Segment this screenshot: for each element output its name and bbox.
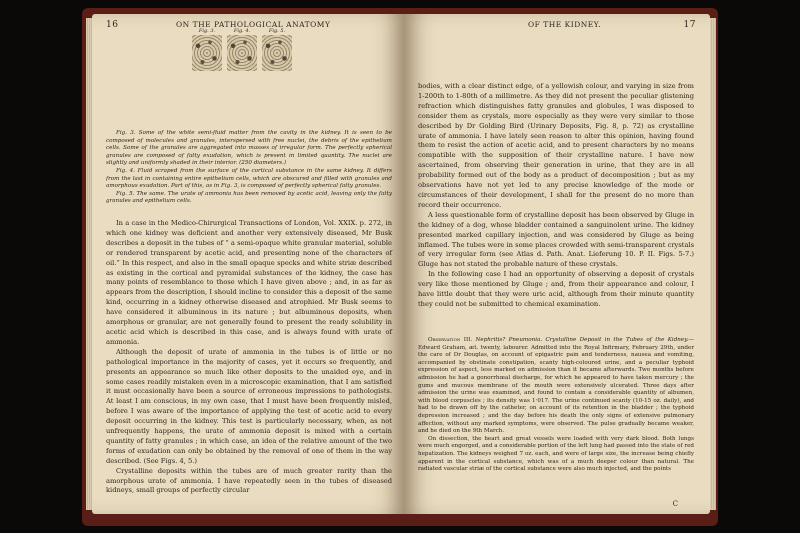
right-page xyxy=(404,14,710,514)
case-observation xyxy=(418,337,694,436)
caption-fig-4: Fig. 4. Fluid scraped from the surface of the cortical substance in the same kidney. It differs from the last in containing entire epithelium cells, which are obscured and filled with granules and amorphous exudation. Part of this, as in Fig. 3, is composed of perfectly spherical fatty granules. xyxy=(106,167,392,190)
figure-4 xyxy=(227,28,257,71)
figure-4-illustration xyxy=(227,35,257,71)
case-report xyxy=(418,337,694,505)
figure-3-label: Fig. 3. xyxy=(198,28,216,34)
right-running-head-text: OF THE KIDNEY. xyxy=(528,20,602,29)
figure-5-illustration xyxy=(262,35,292,71)
body-paragraph: Although the deposit of urate of ammonia in the tubes is of little or no pathological importance in the majority of cases, yet it occurs so frequently, and presents an appearance so much like other deposits to the unaided eye, and in some cases readily mistaken even in a microscopic examination, that I am satisfied it must occasionally have been a source of erroneous impressions to pathologists. At least I am conscious, in my own case, that I must have been frequently misled, before I was aware of the importance of applying the test of acetic acid to every deposit occurring in the kidney. This test is particularly necessary, when, as not unfrequently happens, the urate of ammonia deposit is mixed with a certain quantity of fatty granules ; in which case, an idea of the relative amount of the two forms of exudation can only be obtained by the removal of one of them in the way described. (See Figs. 4, 5.) xyxy=(106,347,392,465)
figure-3-illustration xyxy=(192,35,222,71)
left-page xyxy=(92,14,404,514)
body-paragraph: In the following case I had an opportunity of observing a deposit of crystals very like those mentioned by Gluge ; and, from their appearance and colour, I have little doubt that they were uric acid, although from their minute quantity they could not be submitted to chemical examination. xyxy=(418,270,694,308)
figure-5-label: Fig. 5. xyxy=(268,28,286,34)
dissection-paragraph: On dissection, the heart and great vessels were loaded with very dark blood. Both lungs were much engorged, and a considerable portion of the left lung had passed into the state of red hepatization. The kidneys weighed 7 oz. each, and were of large size, the increase being chiefly apparent in the cortical substance, which was of a much deeper colour than natural. The radiated vascular striæ of the cortical substance were also much injected, and the points xyxy=(418,435,694,473)
left-running-head-text: ON THE PATHOLOGICAL ANATOMY xyxy=(176,20,331,29)
right-body-text xyxy=(418,82,694,310)
body-paragraph: A less questionable form of crystalline deposit has been observed by Gluge in the kidney of a dog, whose bladder contained a sanguinolent urine. The kidney presented marked capillary injection, and was considered by Gluge as being inflamed. The tubes were in some places crowded with semi-transparent crystals of very irregular form (see Atlas d. Path. Anat. Lieferung 10. P. II. Figs. 5-7.) Gluge has not stated the probable nature of these crystals. xyxy=(418,210,694,269)
right-page-number: 17 xyxy=(683,20,696,30)
body-paragraph: In a case in the Medico-Chirurgical Transactions of London, Vol. XXIX. p. 272, in which one kidney was deficient and another very extensively diseased, Mr Busk describes a deposit in the tubes of “ a semi-opaque white granular material, soluble or rendered transparent by acetic acid, and presenting none of the characters of oil.” In this respect, and also in the small opaque specks and white striæ described as existing in the cortical and pyramidal substances of the kidney, the case has many points of resemblance to those which I have given above ; and, in as far as appears from the description, I should incline to consider this a deposit of the same kind, occurring in a kidney otherwise diseased and atrophied. Mr Busk seems to have considered it albuminous in its nature ; but albuminous deposits, when amorphous or granular, are not generally found to present the ready solubility in acetic acid which is described in this case, and is always found with urate of ammonia. xyxy=(106,219,392,346)
figure-5 xyxy=(262,28,292,71)
left-body-text xyxy=(106,219,392,509)
case-title: Nephritis? Pneumonia. Crystalline Deposit in the Tubes of the Kidney. xyxy=(475,337,689,343)
figure-3 xyxy=(192,28,222,71)
figure-4-label: Fig. 4. xyxy=(233,28,251,34)
caption-fig-5: Fig. 5. The same. The urate of ammonia has been removed by acetic acid, leaving only the fatty granules and epithelium cells. xyxy=(106,190,392,205)
left-page-number: 16 xyxy=(106,20,119,30)
caption-fig-3: Fig. 3. Some of the white semi-fluid matter from the cavity in the kidney. It is seen to be composed of molecules and granules, interspersed with free nuclei, the debris of the epithelium cells. Some of the granules are aggregated into masses of irregular form. The perfectly spherical granules are composed of fatty exudation, which is present in limited quantity. The nuclei are slightly and uniformly shaded in their interior. (250 diameters.) xyxy=(106,130,392,167)
body-paragraph: bodies, with a clear distinct edge, of a yellowish colour, and varying in size from 1-200th to 1-80th of a millimetre. As they did not present the peculiar glistening refraction which distinguishes fatty granules and globules, I was disposed to consider them as crystals, more especially as they were very similar to those described by Dr Golding Bird (Urinary Deposits, Fig. 8, p. 72) as crystalline urate of ammonia. I have lately seen reason to alter this opinion, having found them to resist the action of acetic acid, and to present characters by no means compatible with the supposition of their crystalline nature. I have now ascertained, from observing their generation in urine, that they are in all probability formed out of the body as a product of decomposition ; but as my observations have not yet led to any precise knowledge of the mode or circumstances of their development, I shall for the present do no more than record their occurrence. xyxy=(418,82,694,209)
figure-captions xyxy=(106,130,392,206)
case-text: —Edward Graham, æt. twenty, labourer. Admitted into the Royal Infirmary, February 29th, under the care of Dr Douglas, on account of epigastric pain and tenderness, nausea and vomiting, accompanied by obstinate constipation, scanty high-coloured urine, and a peculiar typhoid expression of aspect, less marked on admission than it became afterwards. Two months before admission he had a gonorrhœal discharge, for which he appeared to have taken mercury ; the gums and mucous membrane of the mouth were extensively ulcerated. Three days after admission the urine was examined, and found to contain a considerable quantity of albumen, with blood corpuscles ; its density was 1·017. The urine continued scanty (10-15 oz. daily), and had to be drawn off by the catheter, on account of its retention in the bladder ; the typhoid depression increased ; and the day before his death the only signs of extensive pulmonary affection, without any marked symptoms, were observed. The pulse gradually became weaker, and he died on the 9th March. xyxy=(418,337,694,435)
figure-plate xyxy=(192,28,292,78)
body-paragraph: Crystalline deposits within the tubes are of much greater rarity than the amorphous urate of ammonia. I have repeatedly seen in the tubes of diseased kidneys, small groups of perfectly circular xyxy=(106,466,392,495)
signature-mark: C xyxy=(672,500,678,508)
case-heading: Observation III. xyxy=(428,337,473,343)
